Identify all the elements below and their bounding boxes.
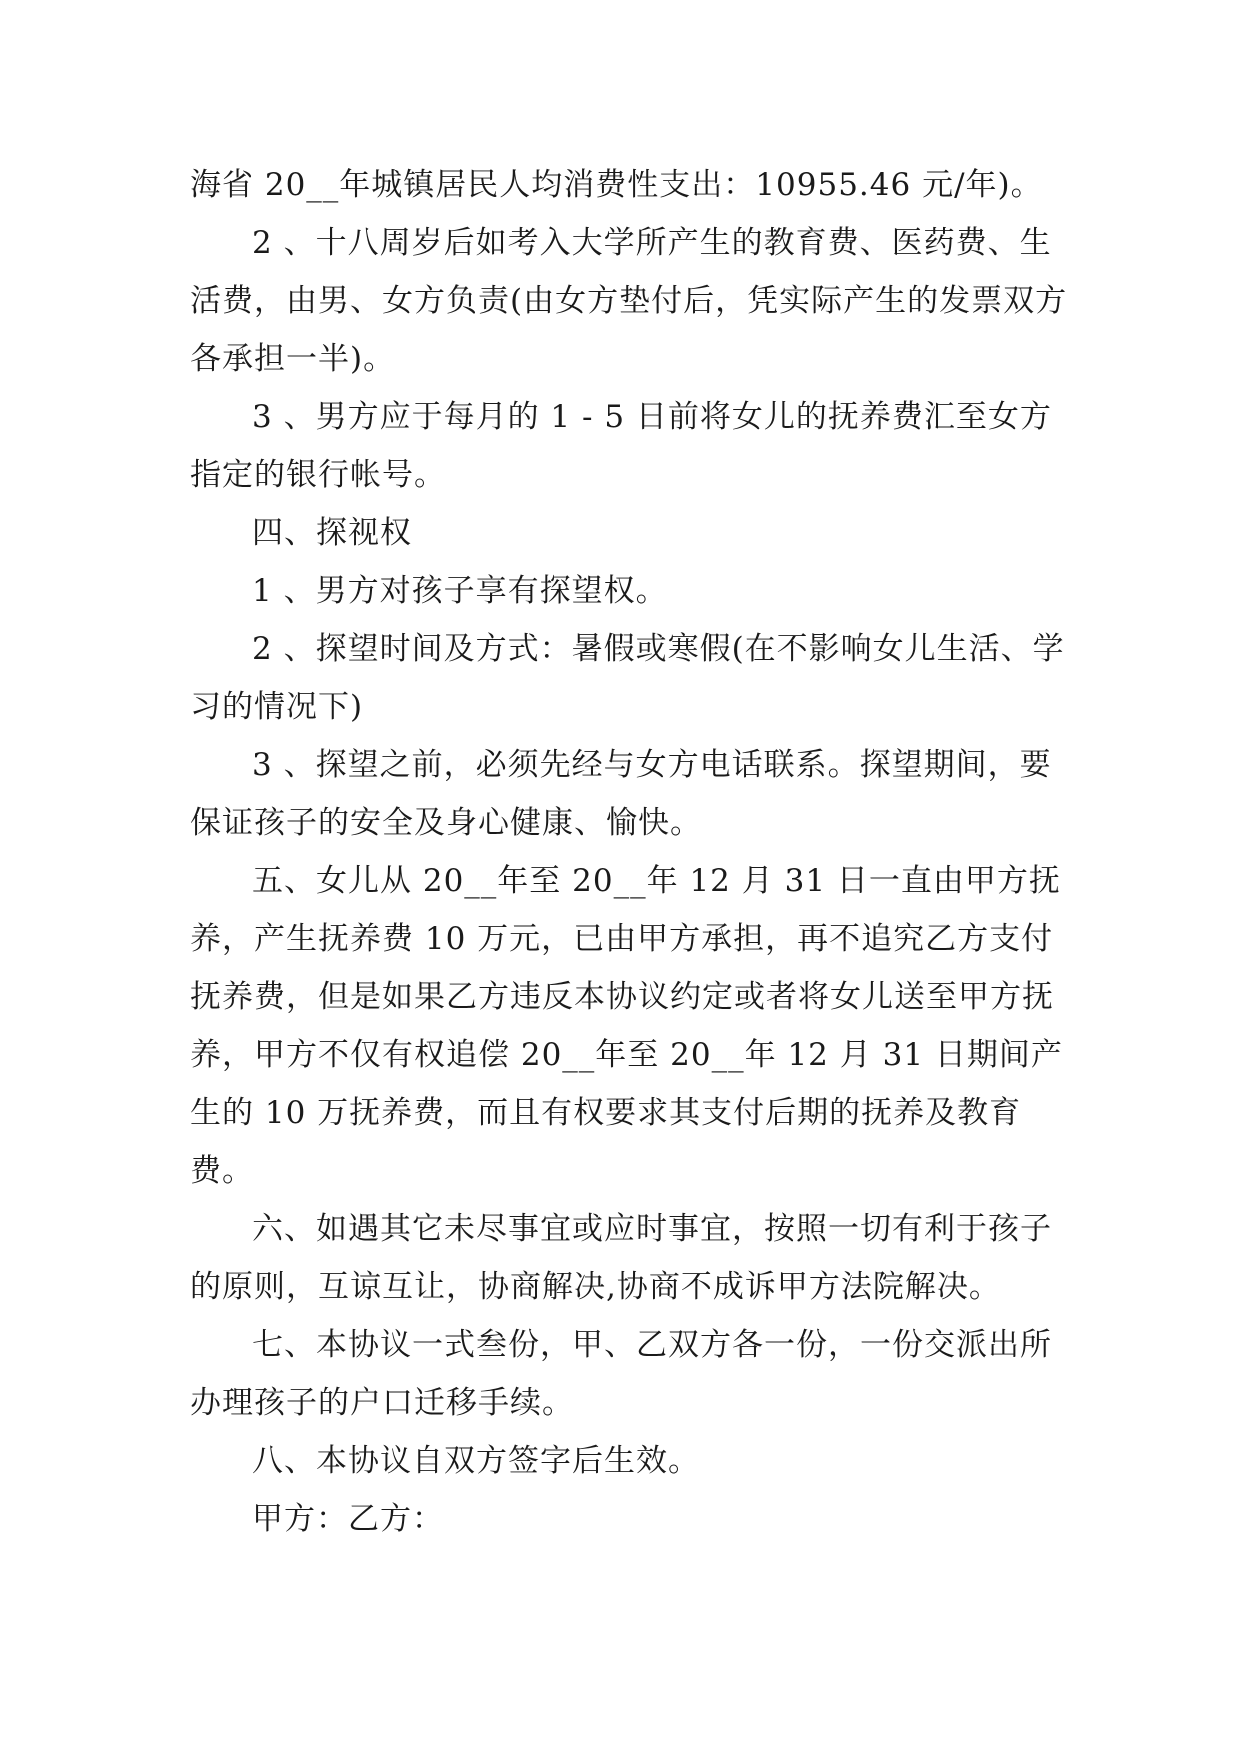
paragraph-section-seven: 七、本协议一式叁份，甲、乙双方各一份，一份交派出所办理孩子的户口迁移手续。 xyxy=(190,1327,1052,1421)
paragraph-continuation: 海省 20__年城镇居民人均消费性支出：10955.46 元/年)。 xyxy=(190,167,1043,203)
signature-line: 甲方：乙方： xyxy=(252,1501,444,1537)
paragraph-payment-schedule: 3 、男方应于每月的 1 - 5 日前将女儿的抚养费汇至女方指定的银行帐号。 xyxy=(190,399,1052,493)
paragraph-education-costs: 2 、十八周岁后如考入大学所产生的教育费、医药费、生活费，由男、女方负责(由女方垫付后，凭实际产生的发票双方各承担一半)。 xyxy=(190,225,1068,377)
paragraph-section-eight: 八、本协议自双方签字后生效。 xyxy=(252,1443,700,1479)
paragraph-visitation-time: 2 、探望时间及方式：暑假或寒假(在不影响女儿生活、学习的情况下) xyxy=(190,631,1065,725)
paragraph-section-six: 六、如遇其它未尽事宜或应时事宜，按照一切有利于孩子的原则，互谅互让，协商解决,协商不成诉甲方法院解决。 xyxy=(190,1211,1052,1305)
section-heading-visitation: 四、探视权 xyxy=(252,515,412,551)
paragraph-section-five: 五、女儿从 20__年至 20__年 12 月 31 日一直由甲方抚养，产生抚养费 10 万元，已由甲方承担，再不追究乙方支付抚养费，但是如果乙方违反本协议约定或者将女儿送至甲方抚养，甲方不仅有权追偿 20__年至 20__年 12 月 31 日期间产生的 10 万抚养费，而且有权要求其支付后期的抚养及教育费。 xyxy=(190,863,1063,1189)
document-body xyxy=(190,156,1070,1548)
paragraph-visitation-right: 1 、男方对孩子享有探望权。 xyxy=(252,573,668,609)
paragraph-visitation-contact: 3 、探望之前，必须先经与女方电话联系。探望期间，要保证孩子的安全及身心健康、愉快。 xyxy=(190,747,1052,841)
